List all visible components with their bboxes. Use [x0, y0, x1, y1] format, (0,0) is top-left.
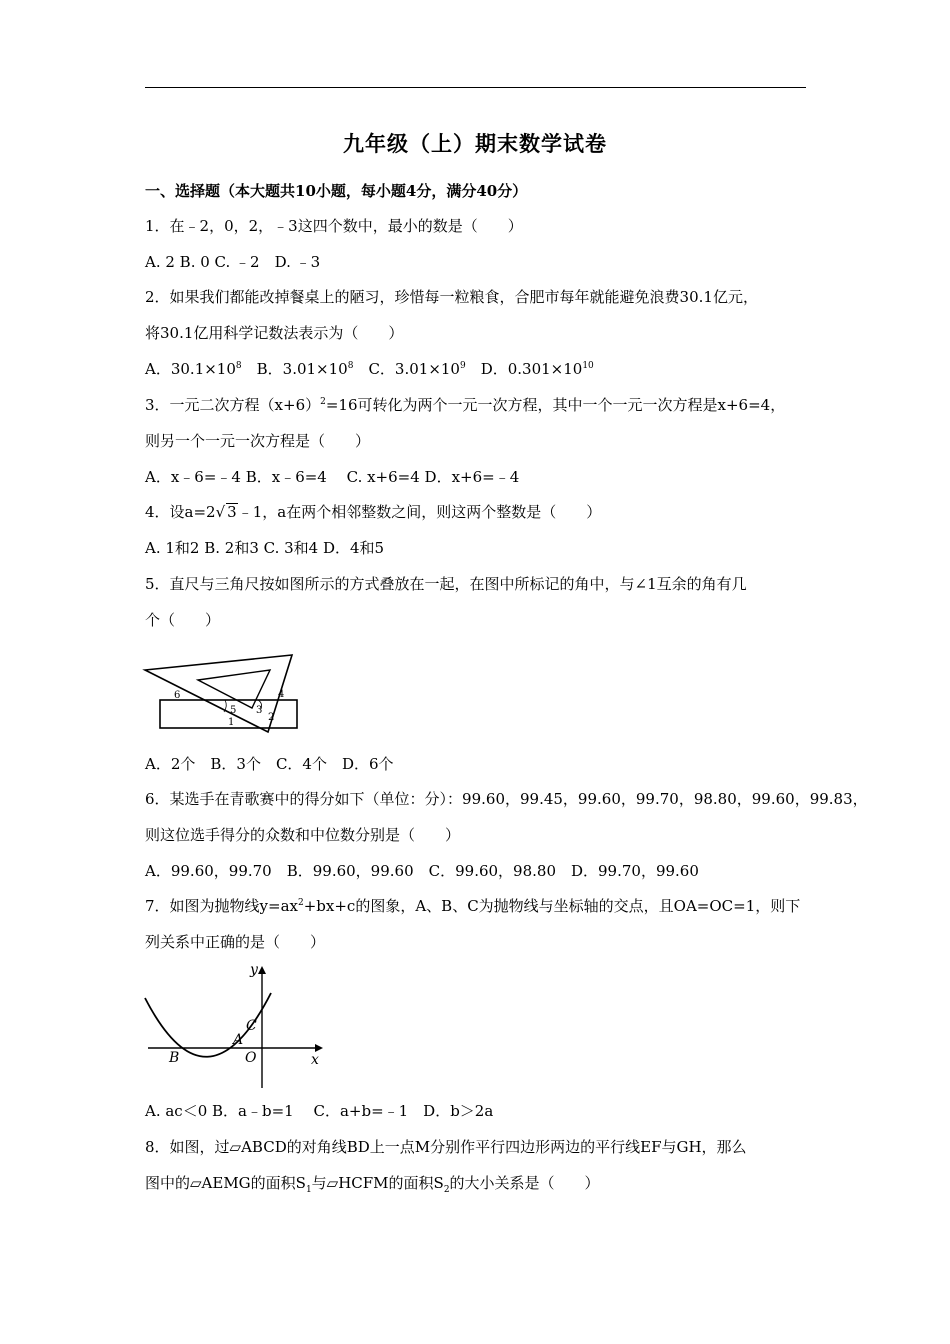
stem-part: +bx+c的图象，A、B、C为抛物线与坐标轴的交点，且OA=OC=1，则下 — [303, 897, 801, 915]
stem-part: 与▱HCFM的面积S — [311, 1174, 444, 1192]
question-5-options: A．2个 B．3个 C．4个 D．6个 — [145, 755, 394, 773]
question-2-options — [145, 359, 594, 379]
angle-label-5: 5 — [230, 705, 237, 716]
question-3-stem-line1 — [145, 395, 785, 415]
option-d-exponent: 10 — [582, 361, 594, 371]
question-7-options: A. ac＜0 B．a﹣b=1 C．a+b=﹣1 D．b＞2a — [145, 1102, 494, 1120]
question-8-stem-line2 — [145, 1173, 600, 1193]
question-2-stem-line1: 2．如果我们都能改掉餐桌上的陋习，珍惜每一粒粮食，合肥市每年就能避免浪费30.1亿元， — [145, 288, 758, 306]
page-title: 九年级（上）期末数学试卷 — [343, 131, 607, 156]
sqrt-sign: √ — [215, 503, 226, 521]
radicand: 3 — [227, 503, 237, 521]
question-6-stem-line1: 6．某选手在青歌赛中的得分如下（单位：分）：99.60，99.45，99.60，99.70，98.80，99.60，99.83， — [145, 790, 868, 808]
point-a-label: A — [233, 1032, 244, 1048]
stem-part: 3．一元二次方程（x+6） — [145, 396, 321, 414]
subscript: 2 — [443, 1185, 450, 1195]
question-2-stem-line2: 将30.1亿用科学记数法表示为（ ） — [145, 324, 404, 342]
stem-part: 7．如图为抛物线y=ax — [145, 897, 298, 915]
option-c-exponent: 9 — [459, 361, 466, 371]
stem-part: =16可转化为两个一元一次方程，其中一个一元一次方程是x+6=4， — [325, 396, 786, 414]
angle-label-1: 1 — [228, 717, 235, 728]
exponent: 2 — [298, 898, 304, 908]
parabola-figure — [140, 958, 330, 1093]
question-6-options: A．99.60，99.70 B．99.60，99.60 C．99.60，98.80 D．99.70，99.60 — [145, 862, 699, 880]
option-a-text: A．30.1×10 — [145, 360, 236, 378]
x-axis-label: x — [311, 1052, 319, 1068]
angle-label-6: 6 — [174, 690, 181, 701]
origin-label: O — [245, 1050, 257, 1066]
section-heading: 一、选择题（本大题共10小题，每小题4分，满分40分） — [145, 182, 528, 200]
option-c-text: C．3.01×10 — [353, 360, 460, 378]
exponent: 2 — [320, 397, 326, 407]
angle-label-3: 3 — [256, 705, 263, 716]
question-5-stem-line2: 个（ ） — [145, 611, 221, 629]
question-1-stem: 1．在﹣2，0，2，﹣3这四个数中，最小的数是（ ） — [145, 217, 523, 235]
point-b-label: B — [169, 1050, 180, 1066]
y-axis-label: y — [250, 962, 258, 978]
angle-label-4: 4 — [278, 689, 285, 700]
y-axis-arrow — [258, 966, 266, 974]
question-4-stem — [145, 502, 601, 522]
subscript: 1 — [305, 1185, 312, 1195]
x-axis-arrow — [315, 1044, 323, 1052]
question-6-stem-line2: 则这位选手得分的众数和中位数分别是（ ） — [145, 826, 461, 844]
stem-part: 的大小关系是（ ） — [449, 1174, 600, 1192]
option-b-text: B．3.01×10 — [241, 360, 348, 378]
question-3-stem-line2: 则另一个一元一次方程是（ ） — [145, 432, 371, 450]
question-7-stem-line2: 列关系中正确的是（ ） — [145, 933, 326, 951]
angle-label-2: 2 — [268, 712, 275, 723]
stem-part: 4．设a=2 — [145, 503, 216, 521]
question-3-options: A．x﹣6=﹣4 B．x﹣6=4 C. x+6=4 D．x+6=﹣4 — [145, 468, 520, 486]
stem-part: 图中的▱AEMG的面积S — [145, 1174, 306, 1192]
question-8-stem-line1: 8．如图，过▱ABCD的对角线BD上一点M分别作平行四边形两边的平行线EF与GH，那么 — [145, 1138, 747, 1156]
header-rule — [145, 87, 806, 88]
point-c-label: C — [246, 1018, 257, 1034]
option-a-exponent: 8 — [235, 361, 242, 371]
option-d-text: D．0.301×10 — [465, 360, 583, 378]
question-7-stem-line1 — [145, 896, 800, 916]
question-5-stem-line1: 5．直尺与三角尺按如图所示的方式叠放在一起，在图中所标记的角中，与∠1互余的角有几 — [145, 575, 747, 593]
ruler-triangle-figure — [140, 650, 305, 735]
question-4-options: A. 1和2 B. 2和3 C. 3和4 D．4和5 — [145, 539, 385, 557]
option-b-exponent: 8 — [347, 361, 354, 371]
stem-part: ﹣1，a在两个相邻整数之间，则这两个整数是（ ） — [237, 503, 602, 521]
question-1-options: A. 2 B. 0 C. ﹣2 D. ﹣3 — [145, 253, 321, 271]
